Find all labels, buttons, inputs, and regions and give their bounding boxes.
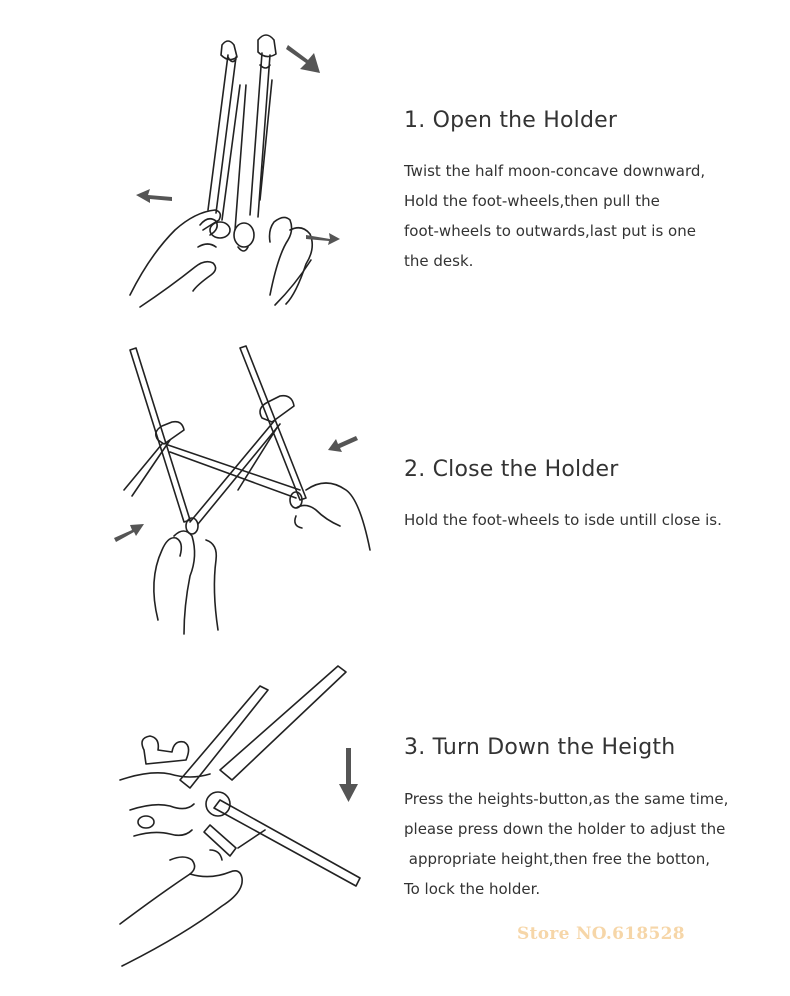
step-2-illustration <box>110 340 380 640</box>
step-1-illustration <box>110 25 360 310</box>
direction-arrow-icon <box>339 748 358 802</box>
store-watermark: Store NO.618528 <box>517 924 685 944</box>
direction-arrow-icon <box>136 45 340 245</box>
step-3-line-3: appropriate height,then free the botton, <box>404 850 711 868</box>
step-1-line-1: Twist the half moon-concave downward, <box>404 162 706 180</box>
step-1-line-2: Hold the foot-wheels,then pull the <box>404 192 660 210</box>
hands-adjusting-height-icon <box>110 660 370 970</box>
step-3-line-4: To lock the holder. <box>404 880 541 898</box>
step-1-line-3: foot-wheels to outwards,last put is one <box>404 222 696 240</box>
step-3-line-2: please press down the holder to adjust the <box>404 820 726 838</box>
step-2-description <box>404 505 784 535</box>
step-3-description <box>404 784 784 904</box>
hands-closing-holder-icon <box>110 340 380 640</box>
step-3-line-1: Press the heights-button,as the same time, <box>404 790 729 808</box>
step-2-heading: 2. Close the Holder <box>404 457 619 482</box>
step-2-line-1: Hold the foot-wheels to isde untill close is. <box>404 511 722 529</box>
step-3-illustration <box>110 660 370 970</box>
step-1-heading: 1. Open the Holder <box>404 108 618 133</box>
hands-opening-holder-icon <box>110 25 360 310</box>
step-1-description <box>404 156 784 276</box>
step-1-line-4: the desk. <box>404 252 474 270</box>
step-3-heading: 3. Turn Down the Heigth <box>404 735 676 760</box>
direction-arrow-icon <box>114 436 358 542</box>
